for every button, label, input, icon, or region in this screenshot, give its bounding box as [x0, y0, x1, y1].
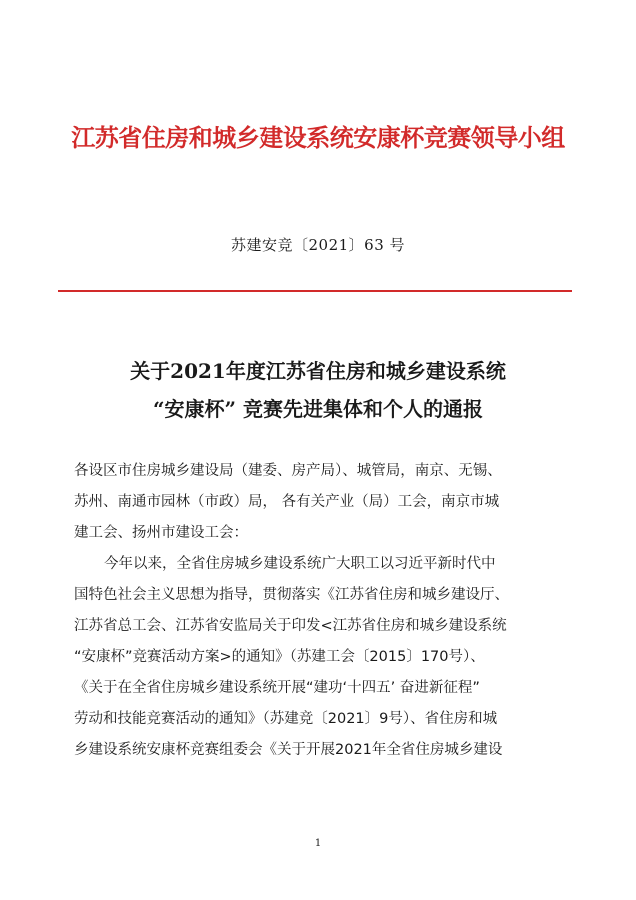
body-line: 江苏省总工会、江苏省安监局关于印发<江苏省住房和城乡建设系统 [74, 618, 507, 634]
red-divider-line [58, 290, 572, 292]
page-number: 1 [314, 838, 322, 849]
document-body [74, 456, 574, 766]
body-line: “安康杯”竞赛活动方案>的通知》（苏建工会〔2015〕170号）、 [74, 649, 485, 665]
body-line: 苏州、南通市园林（市政）局， 各有关产业（局）工会，南京市城 [74, 494, 500, 510]
body-line: 今年以来，全省住房城乡建设系统广大职工以习近平新时代中 [104, 556, 496, 572]
document-title [0, 352, 636, 428]
body-line: 劳动和技能竞赛活动的通知》（苏建竞〔2021〕9号）、省住房和城 [74, 711, 498, 727]
body-line: 乡建设系统安康杯竞赛组委会《关于开展2021年全省住房城乡建设 [74, 742, 503, 758]
body-line: 建工会、扬州市建设工会： [74, 525, 248, 541]
document-number: 苏建安竞〔2021〕63 号 [230, 236, 406, 254]
title-line-2: “安康杯” 竞赛先进集体和个人的通报 [153, 397, 483, 421]
issuing-organization-header: 江苏省住房和城乡建设系统安康杯竞赛领导小组 [71, 123, 565, 152]
body-line: 国特色社会主义思想为指导，贯彻落实《江苏省住房和城乡建设厅、 [74, 587, 509, 603]
title-line-1: 关于2021年度江苏省住房和城乡建设系统 [130, 359, 506, 383]
body-line: 各设区市住房城乡建设局（建委、房产局）、城管局，南京、无锡、 [74, 463, 502, 479]
body-line: 《关于在全省住房城乡建设系统开展“建功‘十四五’ 奋进新征程” [74, 680, 480, 696]
